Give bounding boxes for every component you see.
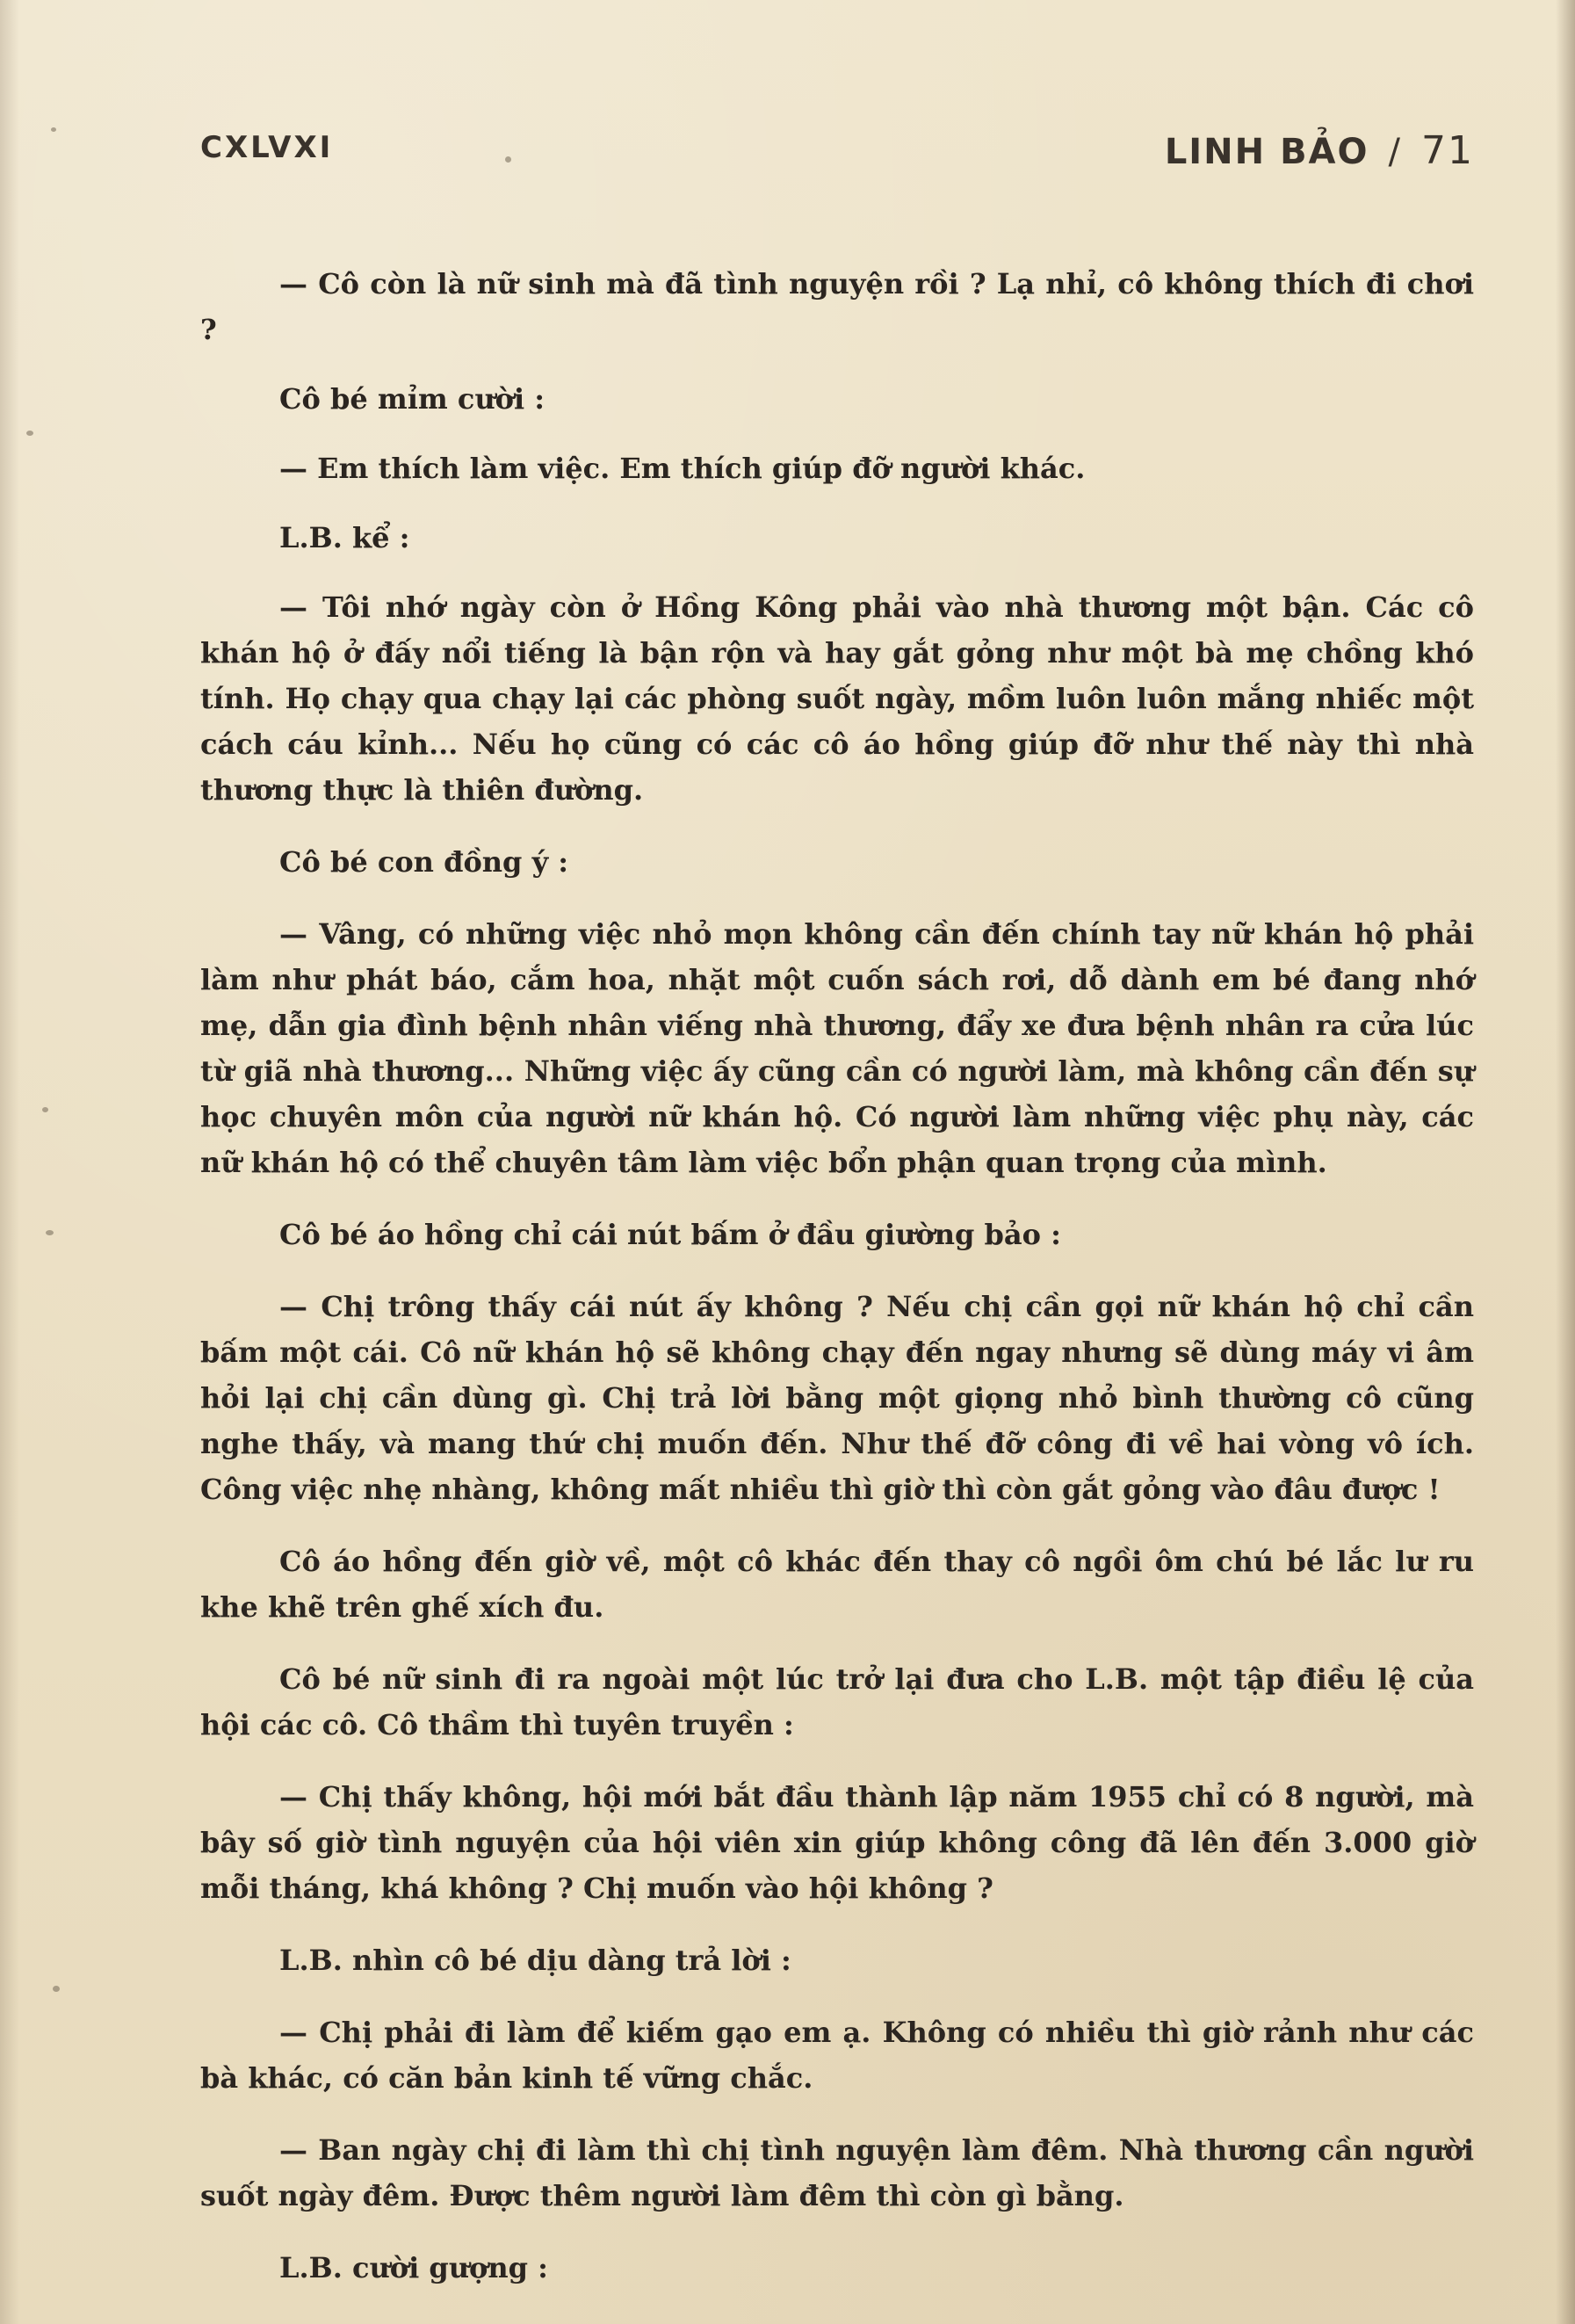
paragraph: — Chị trông thấy cái nút ấy không ? Nếu chị cần gọi nữ khán hộ chỉ cần bấm một cái. Cô nữ khán hộ sẽ không chạy đến ngay nhưng sẽ dùng máy vi âm hỏi lại chị cần dùng gì. Chị trả lời bằng một giọng nhỏ bình thường cô cũng nghe thấy, và mang thứ chị muốn đến. Như thế đỡ công đi về hai vòng vô ích. Công việc nhẹ nhàng, không mất nhiều thì giờ thì còn gắt gỏng vào đâu được ! <box>200 1290 1474 1506</box>
paper-speck <box>26 431 33 436</box>
paragraph: — Chị phải đi làm để kiếm gạo em ạ. Không có nhiều thì giờ rảnh như các bà khác, có căn bản kinh tế vững chắc. <box>200 2016 1474 2095</box>
paragraph: — Tôi nhớ ngày còn ở Hồng Kông phải vào nhà thương một bận. Các cô khán hộ ở đấy nổi tiếng là bận rộn và hay gắt gỏng như một bà mẹ chồng khó tính. Họ chạy qua chạy lại các phòng suốt ngày, mồm luôn luôn mắng nhiếc một cách cáu kỉnh... Nếu họ cũng có các cô áo hồng giúp đỡ như thế này thì nhà thương thực là thiên đường. <box>200 590 1474 807</box>
header-title: LINH BẢO <box>1164 132 1369 172</box>
paragraph: Cô bé con đồng ý : <box>279 845 569 879</box>
paragraph: Cô bé mỉm cười : <box>279 382 545 416</box>
paragraph: L.B. nhìn cô bé dịu dàng trả lời : <box>279 1944 791 1977</box>
paragraph: Cô bé nữ sinh đi ra ngoài một lúc trở lại đưa cho L.B. một tập điều lệ của hội các cô. Cô thầm thì tuyên truyền : <box>200 1662 1474 1741</box>
body-text <box>200 261 1474 2291</box>
paragraph: Cô bé áo hồng chỉ cái nút bấm ở đầu giường bảo : <box>279 1218 1061 1251</box>
paragraph: — Em thích làm việc. Em thích giúp đỡ người khác. <box>279 452 1086 485</box>
header-separator: / <box>1388 132 1402 172</box>
header-right <box>1165 128 1474 173</box>
paragraph: L.B. kể : <box>279 521 410 554</box>
paragraph: — Ban ngày chị đi làm thì chị tình nguyện làm đêm. Nhà thương cần người suốt ngày đêm. Được thêm người làm đêm thì còn gì bằng. <box>200 2133 1474 2212</box>
paper-speck <box>46 1230 54 1235</box>
page-right-edge-shadow <box>1556 0 1575 2324</box>
page-left-edge-shadow <box>0 0 19 2324</box>
paragraph: Cô áo hồng đến giờ về, một cô khác đến thay cô ngồi ôm chú bé lắc lư ru khe khẽ trên ghế xích đu. <box>200 1545 1474 1624</box>
running-header <box>200 130 1474 183</box>
paper-speck <box>42 1107 48 1112</box>
header-left-label: CXLVXI <box>200 130 334 165</box>
paper-speck <box>53 1986 60 1992</box>
page-number: 71 <box>1421 128 1474 173</box>
paragraph: — Vâng, có những việc nhỏ mọn không cần đến chính tay nữ khán hộ phải làm như phát báo, cắm hoa, nhặt một cuốn sách rơi, dỗ dành em bé đang nhớ mẹ, dẫn gia đình bệnh nhân viếng nhà thương, đẩy xe đưa bệnh nhân ra cửa lúc từ giã nhà thương... Những việc ấy cũng cần có người làm, mà không cần đến sự học chuyên môn của người nữ khán hộ. Có người làm những việc phụ này, các nữ khán hộ có thể chuyên tâm làm việc bổn phận quan trọng của mình. <box>200 917 1474 1179</box>
paragraph: — Chị thấy không, hội mới bắt đầu thành lập năm 1955 chỉ có 8 người, mà bây số giờ tình nguyện của hội viên xin giúp không công đã lên đến 3.000 giờ mỗi tháng, khá không ? Chị muốn vào hội không ? <box>200 1780 1474 1905</box>
paper-speck <box>51 127 56 132</box>
paragraph: L.B. cười gượng : <box>279 2251 548 2284</box>
paragraph: — Cô còn là nữ sinh mà đã tình nguyện rồi ? Lạ nhỉ, cô không thích đi chơi ? <box>200 267 1474 346</box>
